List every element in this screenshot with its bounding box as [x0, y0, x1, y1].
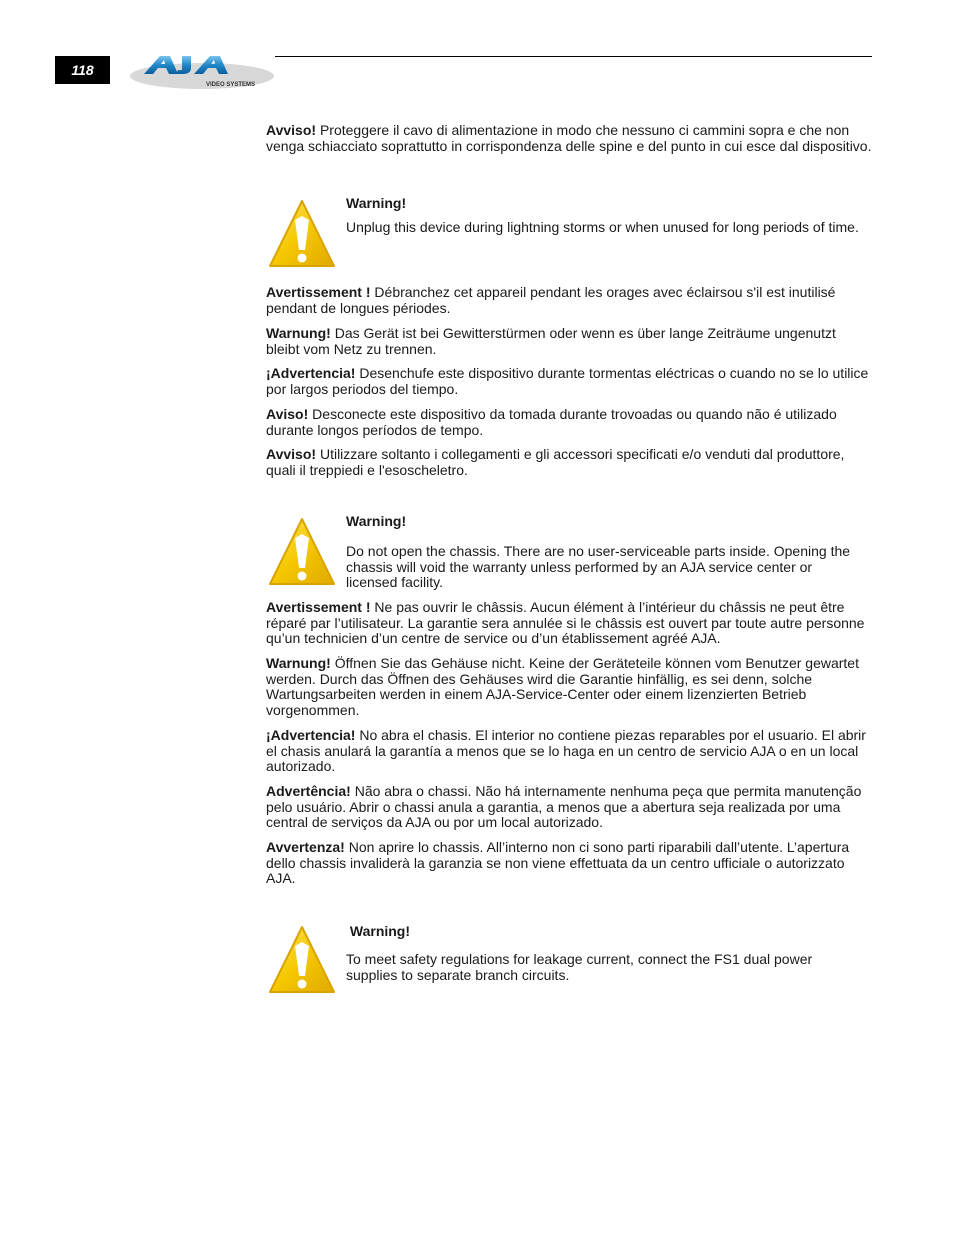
page-number: 118	[55, 56, 110, 84]
warning-title-2: Warning!	[346, 513, 407, 529]
avertissement-paragraph-2: Avertissement ! Ne pas ouvrir le châssis. Aucun élément à l’intérieur du châssis ne peut être réparé par l’utilisateur. La garantie sera annulée si le châssis est ouvert par toute autre personne qu’un technicien d’un centre de service ou d’un établissement agréé AJA.	[266, 599, 865, 647]
avertissement-paragraph-1: Avertissement ! Débranchez cet appareil pendant les orages avec éclairsou s'il est inutilisé pendant de longues périodes.	[266, 284, 836, 316]
avviso-paragraph-2: Avviso! Utilizzare soltanto i collegamenti e gli accessori specificati e/o venduti dal produttore, quali il treppiedi e l'esoscheletro.	[266, 446, 845, 478]
warnung-paragraph-1: Warnung! Das Gerät ist bei Gewitterstürmen oder wenn es über lange Zeiträume ungenutzt bleibt vom Netz zu trennen.	[266, 325, 836, 357]
warning-body-2: Do not open the chassis. There are no user-serviceable parts inside. Opening the chassis will void the warranty unless performed by an AJA service center or licensed facility.	[346, 543, 851, 591]
warnung-paragraph-2: Warnung! Öffnen Sie das Gehäuse nicht. Keine der Geräteteile können vom Benutzer gewartet werden. Durch das Öffnen des Gehäuses wird die Garantie hinfällig, es sei denn, solche Wartungsarbeiten werden in einem AJA-Service-Center oder einem lizenzierten Betrieb vorgenommen.	[266, 655, 859, 718]
warning-title-3: Warning!	[346, 923, 411, 939]
logo-subtext: VIDEO SYSTEMS	[206, 82, 256, 88]
advertencia-pt-paragraph: Advertência! Não abra o chassi. Não há internamente nenhuma peça que permita manutenção pelo usuário. Abrir o chassi anula a garantia, a menos que a abertura seja realizada por uma central de serviços da AJA ou por um local autorizado.	[266, 783, 862, 831]
advertencia-paragraph-2: ¡Advertencia! No abra el chasis. El interior no contiene piezas reparables por el usuario. El abrir el chasis anulará la garantía a menos que se lo haga en un centro de servicio AJA o en un local autorizado.	[266, 727, 866, 775]
warning-triangle-icon	[268, 516, 336, 588]
warning-title-1: Warning!	[346, 195, 407, 211]
advertencia-paragraph-1: ¡Advertencia! Desenchufe este dispositivo durante tormentas eléctricas o cuando no se lo utilice por largos periodos del tiempo.	[266, 365, 869, 397]
warning-body-3: To meet safety regulations for leakage current, connect the FS1 dual power supplies to separate branch circuits.	[346, 951, 813, 983]
avviso-paragraph-1: Avviso! Proteggere il cavo di alimentazione in modo che nessuno ci cammini sopra e che non venga schiacciato soprattutto in corrispondenza delle spine e del punto in cui esce dal dispositivo.	[266, 122, 872, 154]
aviso-paragraph-1: Aviso! Desconecte este dispositivo da tomada durante trovoadas ou quando não é utilizado durante longos períodos de tempo.	[266, 406, 837, 438]
avvertenza-paragraph: Avvertenza! Non aprire lo chassis. All’interno non ci sono parti riparabili dall’utente. L’apertura dello chassis invaliderà la garanzia se non viene effettuata da un centro ufficiale o autorizzato AJA.	[266, 839, 850, 887]
warning-triangle-icon	[268, 198, 336, 270]
warning-triangle-icon	[268, 924, 336, 996]
aja-logo	[130, 52, 275, 90]
header-rule	[275, 56, 872, 57]
warning-body-1: Unplug this device during lightning storms or when unused for long periods of time.	[346, 219, 859, 235]
